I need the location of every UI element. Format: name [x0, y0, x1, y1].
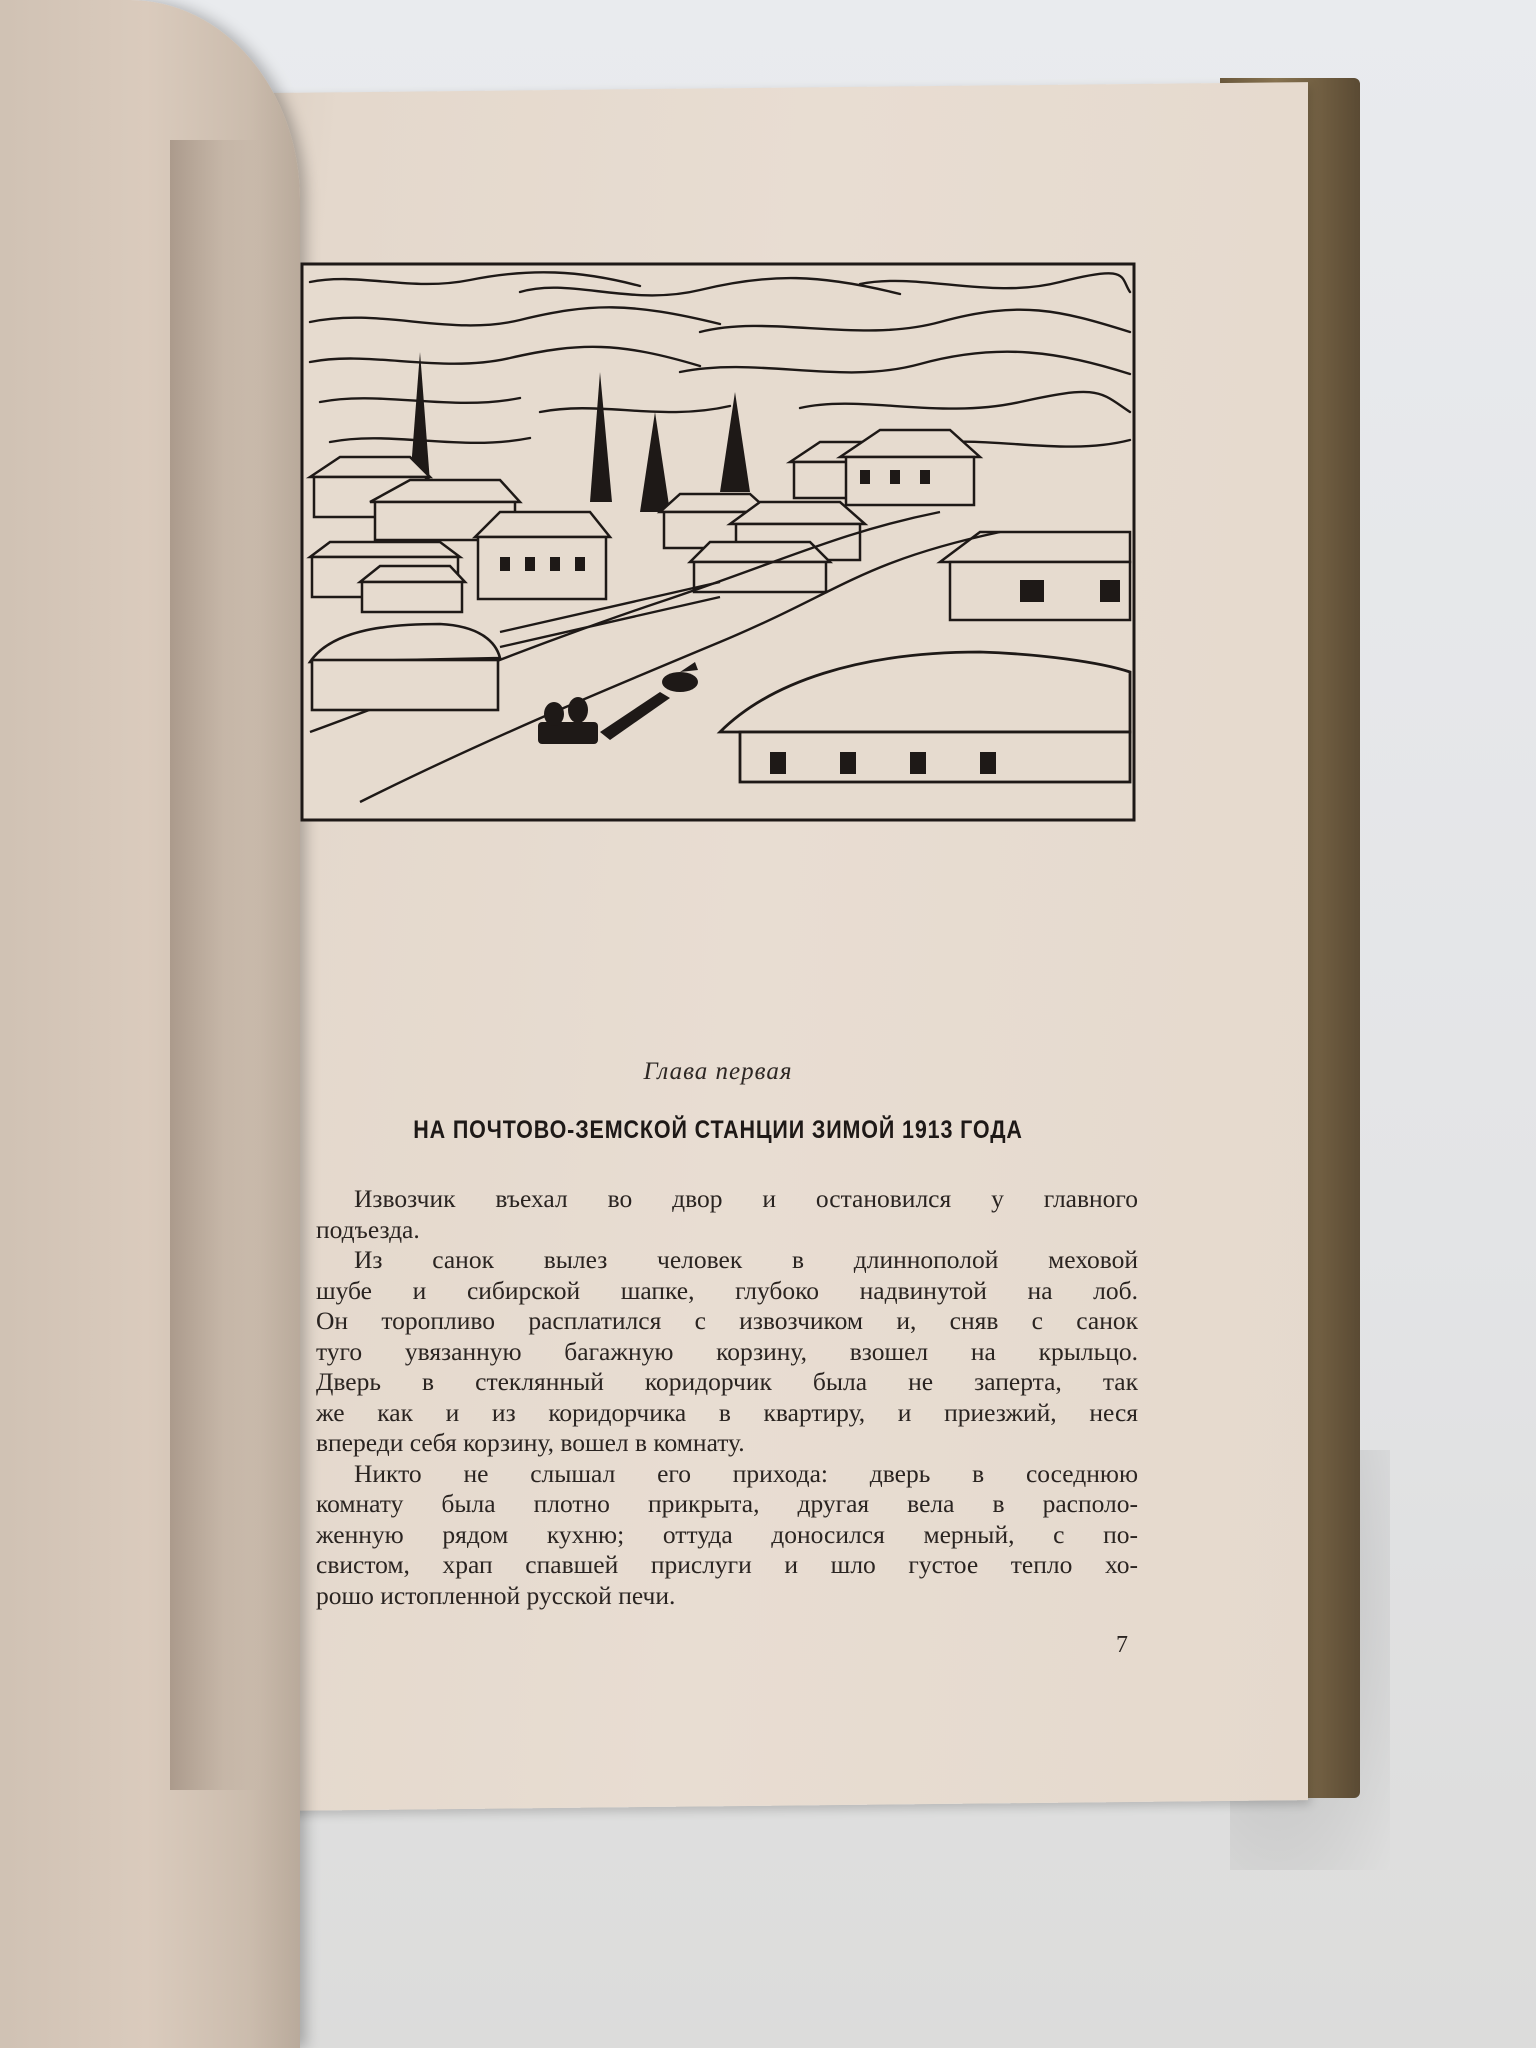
chapter-label: Глава первая: [643, 1058, 793, 1085]
text-line: туго увязанную багажную корзину, взошел на крыльцо.: [316, 1336, 1138, 1366]
text-line: Дверь в стеклянный коридорчик была не заперта, так: [316, 1367, 1138, 1396]
body-text: [316, 1184, 1138, 1611]
text-line: комнату была плотно прикрыта, другая вела в располо-: [316, 1489, 1138, 1518]
text-line: Из санок вылез человек в длиннополой меховой: [354, 1245, 1138, 1274]
page-number: 7: [1116, 1632, 1128, 1658]
text-line: подъезда.: [316, 1214, 420, 1244]
text-line: впереди себя корзину, вошел в комнату.: [316, 1428, 745, 1457]
illustration-drawing: [300, 262, 1136, 822]
text-line: женную рядом кухню; оттуда доносился мерный, с по-: [316, 1519, 1138, 1549]
text-line: Никто не слышал его прихода: дверь в соседнюю: [354, 1458, 1138, 1488]
text-line: шубе и сибирской шапке, глубоко надвинутой на лоб.: [316, 1275, 1138, 1305]
book-gutter: [170, 140, 260, 1790]
text-line: Он торопливо расплатился с извозчиком и, сняв с санок: [316, 1306, 1138, 1335]
text-line: же как и из коридорчика в квартиру, и приезжий, неся: [316, 1397, 1138, 1427]
text-line: свистом, храп спавшей прислуги и шло густое тепло хо-: [316, 1550, 1138, 1579]
text-line: рошо истопленной русской печи.: [316, 1580, 676, 1610]
chapter-title: НА ПОЧТОВО-ЗЕМСКОЙ СТАНЦИИ ЗИМОЙ 1913 ГОДА: [413, 1116, 1023, 1144]
text-line: Извозчик въехал во двор и остановился у главного: [354, 1184, 1138, 1213]
winter-village-illustration: [300, 262, 1136, 822]
